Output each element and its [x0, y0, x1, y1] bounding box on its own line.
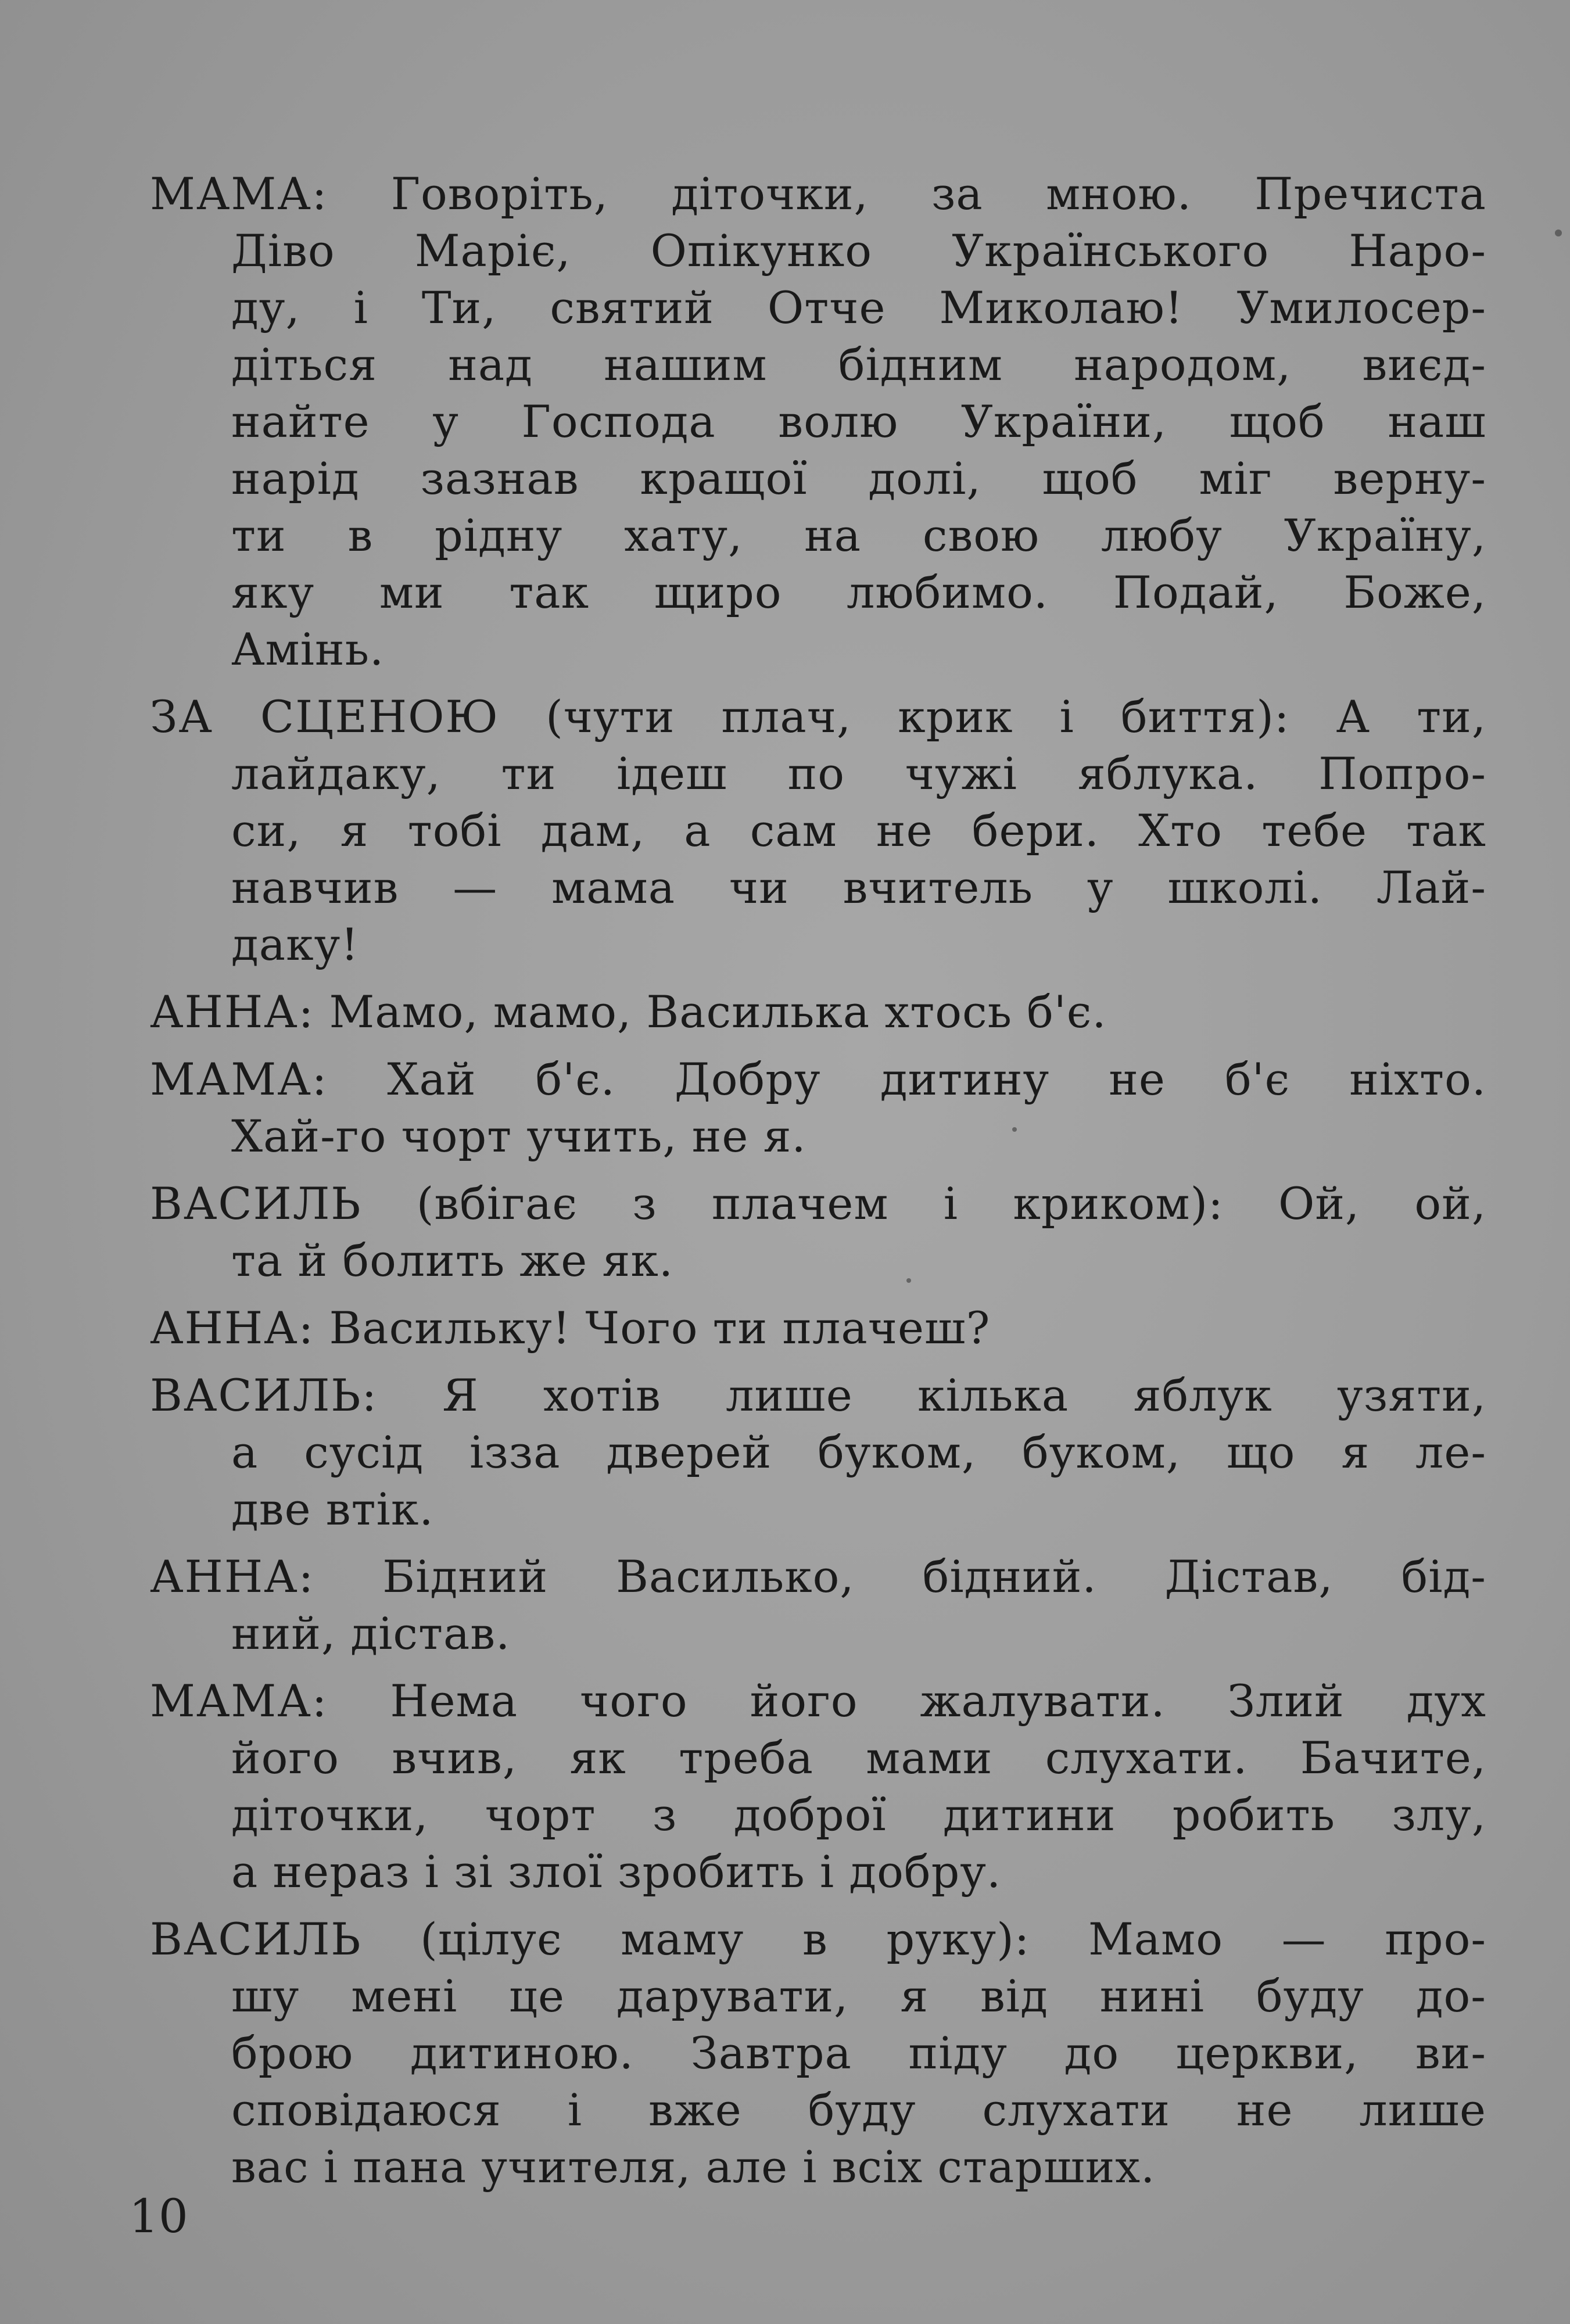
paragraph-first-line [150, 688, 1486, 745]
text-line: ти в рідну хату, на свою любу Україну, [231, 510, 1486, 561]
speaker-name: МАМА: [150, 1053, 328, 1105]
line-text: Бідний Василько, бідний. Дістав, бід- [314, 1551, 1486, 1602]
text-line: діться над нашим бідним народом, виєд- [231, 339, 1486, 390]
speaker-name: АННА: [150, 986, 315, 1038]
text-line: ду, і Ти, святий Отче Миколаю! Умилосер- [231, 282, 1486, 333]
speaker-name: АННА: [150, 1302, 315, 1354]
print-speck [906, 1278, 911, 1283]
text-line: ний, дістав. [231, 1608, 511, 1659]
line-text: (цілує маму в руку): Мамо — про- [361, 1913, 1486, 1965]
speaker-name: ВАСИЛЬ: [150, 1369, 378, 1421]
paragraph-first-line [150, 1367, 1486, 1424]
text-line: Діво Маріє, Опікунко Українського Наро- [231, 225, 1486, 277]
paragraph-first-line [150, 1673, 1486, 1730]
paragraph-first-line [150, 984, 1486, 1041]
paragraph-first-line [150, 1911, 1486, 1968]
text-line: Хай-го чорт учить, не я. [231, 1110, 806, 1162]
line-text: Хай б'є. Добру дитину не б'є ніхто. [328, 1053, 1486, 1105]
text-line: брою дитиною. Завтра піду до церкви, ви- [231, 2027, 1486, 2079]
paragraph-first-line [150, 1175, 1486, 1232]
paragraph-first-line [150, 1300, 1486, 1357]
text-line: а нераз і зі злої зробить і добру. [231, 1846, 1002, 1898]
play-text [150, 166, 1486, 2196]
text-line: та й болить же як. [231, 1235, 674, 1286]
text-line: навчив — мама чи вчитель у школі. Лай- [231, 862, 1486, 913]
text-line: Амінь. [231, 623, 385, 675]
line-text: Мамо, мамо, Василька хтось б'є. [314, 986, 1107, 1038]
print-speck [1555, 229, 1562, 236]
paragraph-first-line [150, 1548, 1486, 1605]
text-line: две втік. [231, 1483, 434, 1535]
text-line: даку! [231, 919, 359, 970]
speaker-name: ВАСИЛЬ [150, 1178, 362, 1229]
text-line: його вчив, як треба мами слухати. Бачите, [231, 1732, 1486, 1784]
line-text: (вбігає з плачем і криком): Ой, ой, [361, 1178, 1486, 1229]
line-text: Я хотів лише кілька яблук узяти, [378, 1369, 1486, 1421]
page-number: 10 [129, 2189, 188, 2243]
text-line: сповідаюся і вже буду слухати не лише [231, 2084, 1486, 2136]
text-line: діточки, чорт з доброї дитини робить злу, [231, 1789, 1486, 1841]
line-text: Нема чого його жалувати. Злий дух [328, 1675, 1486, 1727]
text-line: вас і пана учителя, але і всіх старших. [231, 2141, 1156, 2193]
text-line: яку ми так щиро любимо. Подай, Боже, [231, 566, 1486, 618]
print-speck [1012, 1127, 1017, 1132]
speaker-name: МАМА: [150, 1675, 328, 1727]
line-text: Васильку! Чого ти плачеш? [314, 1302, 991, 1354]
speaker-name: ВАСИЛЬ [150, 1913, 362, 1965]
paragraph-first-line [150, 1051, 1486, 1108]
paragraph-first-line [150, 166, 1486, 223]
speaker-name: АННА: [150, 1551, 315, 1602]
line-text: Говоріть, діточки, за мною. Пречиста [328, 168, 1486, 220]
text-line: а сусід ізза дверей буком, буком, що я ле- [231, 1426, 1486, 1478]
speaker-name: МАМА: [150, 168, 328, 220]
text-line: нарід зазнав кращої долі, щоб міг верну- [231, 453, 1486, 504]
line-text: (чути плач, крик і биття): А ти, [499, 691, 1486, 743]
text-line: лайдаку, ти ідеш по чужі яблука. Попро- [231, 748, 1486, 799]
text-line: шу мені це дарувати, я від нині буду до- [231, 1970, 1486, 2022]
text-line: си, я тобі дам, а сам не бери. Хто тебе так [231, 805, 1486, 856]
speaker-name: ЗА СЦЕНОЮ [150, 691, 500, 743]
text-line: найте у Господа волю України, щоб наш [231, 396, 1486, 447]
